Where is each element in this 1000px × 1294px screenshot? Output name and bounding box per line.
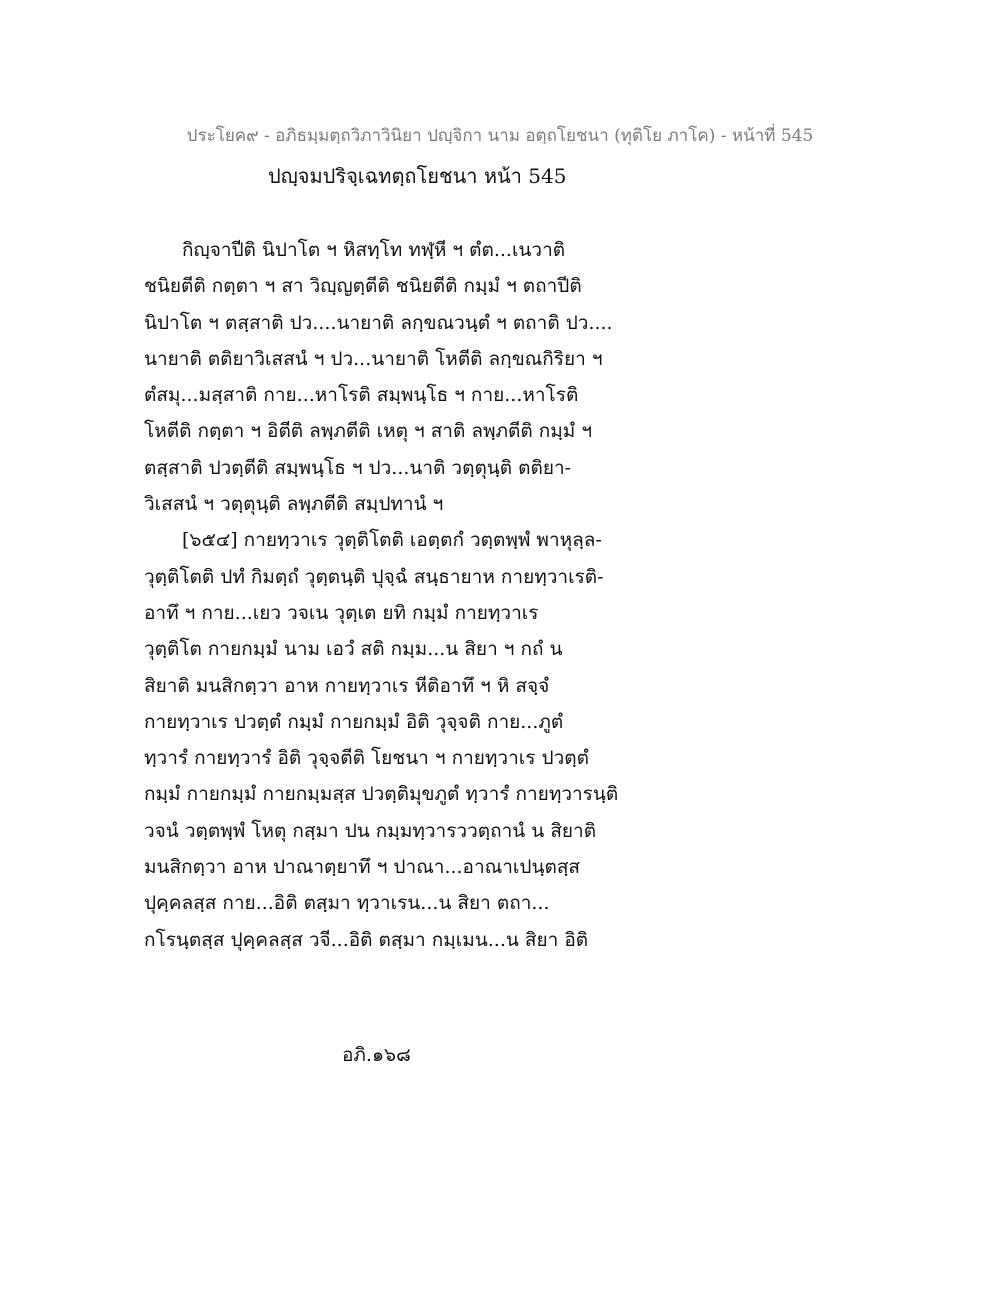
text-line: มนสิกตฺวา อาห ปาณาตฺยาทึ ฯ ปาณา...อาณาเปนฺตสฺส xyxy=(144,856,581,879)
page-reference: อภิ.๑๖๘ xyxy=(342,1044,411,1066)
text-line: วุตฺติโตติ ปทํ กิมตฺถํ วุตฺตนฺติ ปุจฺฉํ สนฺธายาห กายทฺวาเรติ- xyxy=(144,565,604,588)
text-line: วจนํ วตฺตพฺพํ โหตุ กสฺมา ปน กมฺมทฺวารววตฺถานํ น สิยาติ xyxy=(144,819,597,842)
text-line: กมฺมํ กายกมฺมํ กายกมฺมสฺส ปวตฺติมุขภูตํ ทฺวารํ กายทฺวารนฺติ xyxy=(144,783,619,806)
text-line: สิยาติ มนสิกตฺวา อาห กายทฺวาเร หีติอาทึ ฯ หิ สจฺจํ xyxy=(144,674,550,697)
text-line: นายาติ ตติยาวิเสสนํ ฯ ปว...นายาติ โหตีติ ลกฺขณกิริยา ฯ xyxy=(144,347,603,370)
text-line: กิญฺจาปีติ นิปาโต ฯ หิสทฺโท ทฬฺหี ฯ ตํต...เนวาติ xyxy=(182,239,566,261)
text-line: อาทึ ฯ กาย...เยว วจเน วุตฺเต ยทิ กมฺมํ กายทฺวาเร xyxy=(144,601,539,624)
text-line: ปุคฺคลสฺส กาย...อิติ ตสฺมา ทฺวาเรน...น สิยา ตถา... xyxy=(144,892,550,915)
text-line: ตสฺสาติ ปวตฺตีติ สมฺพนฺโธ ฯ ปว...นาติ วตฺตุนฺติ ตติยา- xyxy=(144,456,572,479)
text-line: ชนิยตีติ กตฺตา ฯ สา วิญฺญตฺตีติ ชนิยตีติ กมฺมํ ฯ ตถาปีติ xyxy=(144,275,582,298)
section-title: ปญฺจมปริจฺเฉทตฺถโยชนา หน้า 545 xyxy=(268,164,567,188)
text-line: [๖๕๔] กายทฺวาเร วุตฺติโตติ เอตฺตกํ วตฺตพฺพํ พาหุลฺล- xyxy=(182,529,602,552)
text-line: โหตีติ กตฺตา ฯ อิตีติ ลพฺภตีติ เหตุ ฯ สาติ ลพฺภตีติ กมฺมํ ฯ xyxy=(144,420,593,443)
text-line: ตํสมุ...มสฺสาติ กาย...หาโรติ สมฺพนฺโธ ฯ กาย...หาโรติ xyxy=(144,384,579,407)
text-line: กโรนฺตสฺส ปุคฺคลสฺส วจี...อิติ ตสฺมา กมฺเมน...น สิยา อิติ xyxy=(144,928,589,951)
text-line: วุตฺติโต กายกมฺมํ นาม เอวํ สติ กมฺม...น สิยา ฯ กถํ น xyxy=(144,638,563,661)
running-header: ประโยค๙ - อภิธมฺมตฺถวิภาวินิยา ปญฺจิกา นาม อตฺถโยชนา (ทุติโย ภาโค) - หน้าที่ 545 xyxy=(186,126,814,146)
text-line: กายทฺวาเร ปวตฺตํ กมฺมํ กายกมฺมํ อิติ วุจฺจติ กาย...ภูตํ xyxy=(144,710,564,733)
body-text xyxy=(144,232,664,958)
text-line: วิเสสนํ ฯ วตฺตุนฺติ ลพฺภตีติ สมฺปทานํ ฯ xyxy=(144,493,444,516)
text-line: ทฺวารํ กายทฺวารํ อิติ วุจฺจตีติ โยชนา ฯ กายทฺวาเร ปวตฺตํ xyxy=(144,747,589,770)
text-line: นิปาโต ฯ ตสฺสาติ ปว....นายาติ ลกฺขณวนฺตํ ฯ ตถาติ ปว.... xyxy=(144,311,613,334)
